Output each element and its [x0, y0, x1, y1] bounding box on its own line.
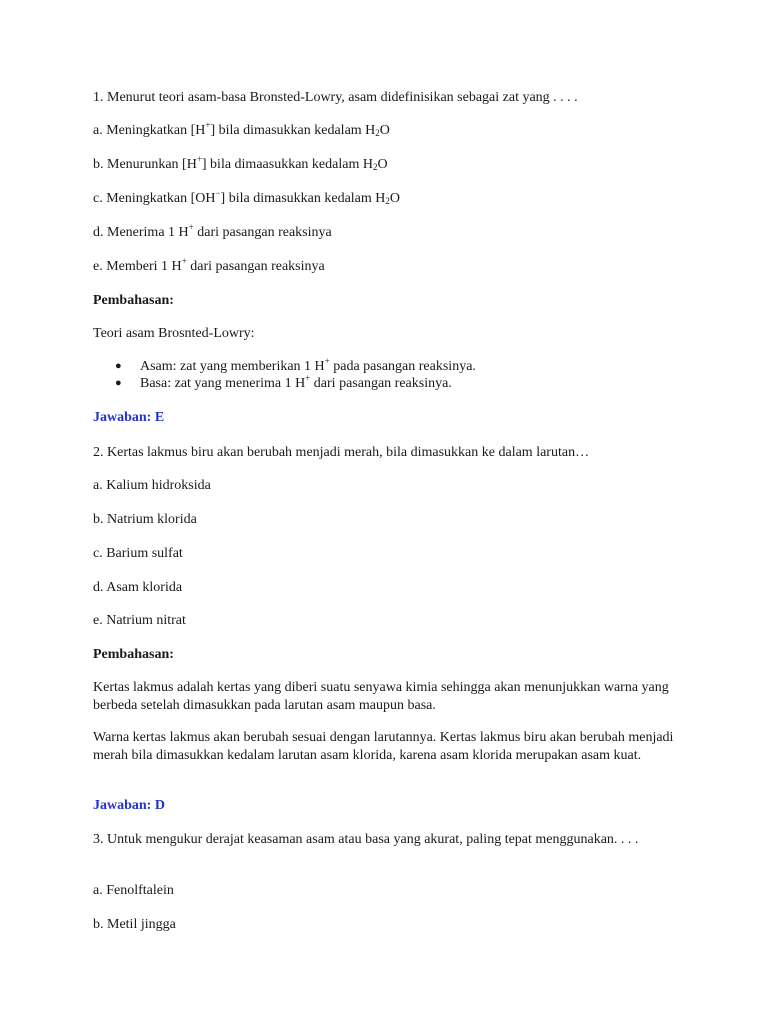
option-text: d. Menerima 1 H	[93, 225, 189, 240]
option-text: ] bila dimasukkan kedalam H	[220, 191, 386, 206]
q1-bullet-item	[93, 375, 678, 392]
option-text: dari pasangan reaksinya	[186, 259, 325, 274]
superscript: +	[188, 222, 194, 232]
q3-option-a: a. Fenolftalein	[93, 883, 174, 898]
q3-option-b: b. Metil jingga	[93, 917, 176, 932]
option-text: O	[379, 123, 390, 138]
superscript: +	[205, 120, 211, 130]
q1-answer: Jawaban: E	[93, 410, 165, 425]
q1-option-d	[93, 224, 332, 241]
q2-option-c: c. Barium sulfat	[93, 546, 183, 561]
q2-answer: Jawaban: D	[93, 798, 165, 813]
bullet-text-part: pada pasangan reaksinya.	[329, 359, 476, 374]
option-text: c. Meningkatkan [OH	[93, 191, 216, 206]
superscript: +	[324, 356, 330, 366]
subscript: 2	[372, 162, 378, 172]
q1-option-a	[93, 122, 390, 139]
superscript: +	[181, 256, 187, 266]
q1-bullet-item	[93, 358, 678, 375]
subscript: 2	[385, 196, 390, 206]
q2-discussion-paragraph-2: Warna kertas lakmus akan berubah sesuai dengan larutannya. Kertas lakmus biru akan berubah menjadi merah bila dimasukkan kedalam larutan asam klorida, karena asam klorida merupakan asam kuat.	[93, 730, 674, 763]
question-3-text: 3. Untuk mengukur derajat keasaman asam atau basa yang akurat, paling tepat menggunakan. . . .	[93, 832, 639, 847]
bullet-text-part: Asam: zat yang memberikan 1 H	[140, 359, 325, 374]
q2-discussion-label: Pembahasan:	[93, 647, 174, 662]
option-text: e. Memberi 1 H	[93, 259, 182, 274]
q1-discussion-label: Pembahasan:	[93, 293, 174, 308]
bullet-icon: ●	[115, 377, 122, 389]
option-text: dari pasangan reaksinya	[193, 225, 332, 240]
bullet-text-part: dari pasangan reaksinya.	[310, 376, 452, 391]
q2-discussion-paragraph-1: Kertas lakmus adalah kertas yang diberi suatu senyawa kimia sehingga akan menunjukkan warna yang berbeda setelah dimasukkan pada larutan asam maupun basa.	[93, 680, 669, 713]
q2-option-d: d. Asam klorida	[93, 580, 183, 595]
bullet-text	[140, 375, 452, 392]
bullet-text-part: Basa: zat yang menerima 1 H	[140, 376, 306, 391]
q1-option-e	[93, 258, 325, 275]
option-text: O	[389, 191, 401, 206]
subscript: 2	[375, 128, 380, 138]
q2-option-e: e. Natrium nitrat	[93, 613, 186, 628]
option-text: b. Menurunkan [H	[93, 157, 197, 172]
question-1-text: 1. Menurut teori asam-basa Bronsted-Lowry, asam didefinisikan sebagai zat yang . . . .	[93, 90, 578, 105]
q2-option-b: b. Natrium klorida	[93, 512, 197, 527]
option-text: ] bila dimaasukkan kedalam H	[201, 157, 373, 172]
superscript: +	[196, 154, 202, 164]
option-text: ] bila dimasukkan kedalam H	[210, 123, 376, 138]
q1-discussion-intro: Teori asam Brosnted-Lowry:	[93, 326, 255, 341]
q1-option-c	[93, 190, 400, 207]
q2-option-a: a. Kalium hidroksida	[93, 478, 211, 493]
question-2-text: 2. Kertas lakmus biru akan berubah menjadi merah, bila dimasukkan ke dalam larutan…	[93, 445, 590, 460]
superscript: +	[305, 373, 311, 383]
option-text: O	[377, 157, 388, 172]
bullet-icon: ●	[115, 360, 122, 372]
q1-option-b	[93, 156, 388, 173]
option-text: a. Meningkatkan [H	[93, 123, 206, 138]
superscript: −	[215, 188, 221, 198]
